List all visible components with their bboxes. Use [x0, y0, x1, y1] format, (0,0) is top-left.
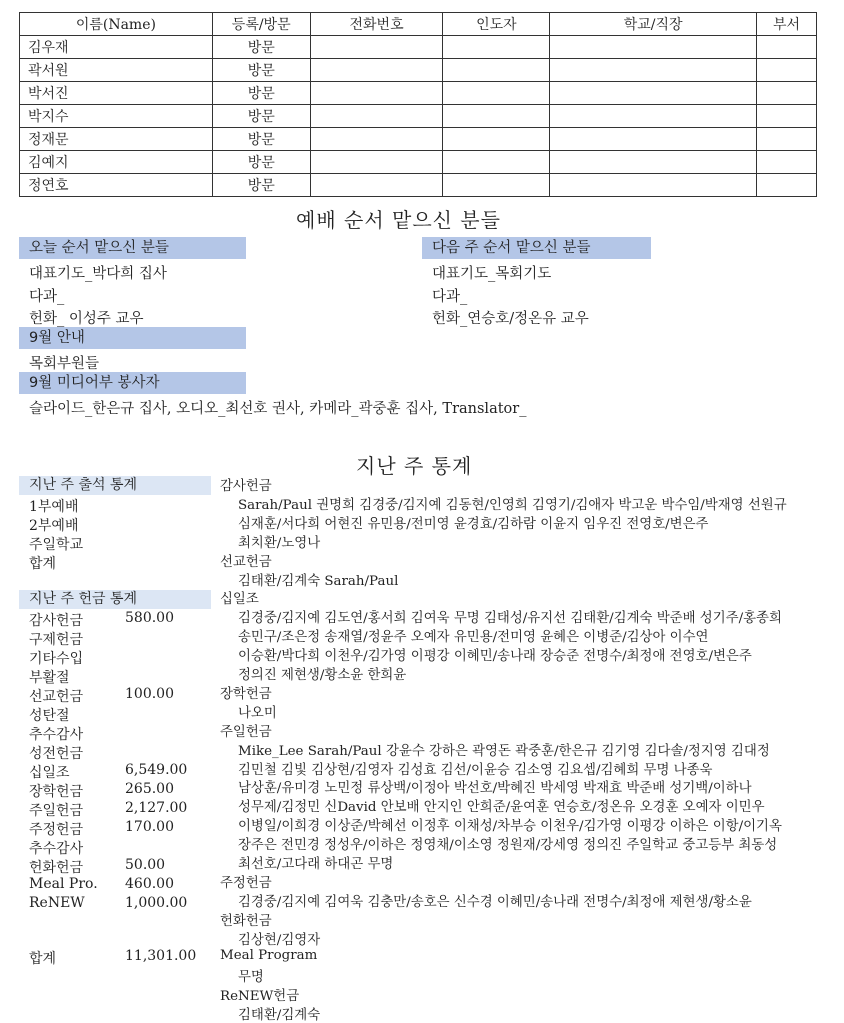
visitor-status: 방문	[212, 82, 310, 105]
offering-row-value: 265.00	[125, 781, 174, 797]
empty-cell	[443, 151, 550, 174]
offering-stats-label: 지난 주 헌금 통계	[19, 590, 211, 609]
offering-row-name: 성전헌금	[29, 746, 84, 762]
donor-category: 헌화헌금	[220, 913, 272, 929]
visitor-status: 방문	[212, 128, 310, 151]
empty-cell	[310, 105, 443, 128]
empty-cell	[443, 59, 550, 82]
offering-row-name: ReNEW	[29, 895, 85, 911]
empty-cell	[310, 82, 443, 105]
empty-cell	[310, 36, 443, 59]
donor-names-line: 정의진 제현생/황소윤 한희윤	[238, 668, 407, 683]
donor-names-line: 김태환/김계숙	[238, 1008, 321, 1023]
empty-cell	[443, 36, 550, 59]
donor-category: 감사헌금	[220, 479, 272, 494]
visitor-name: 김예지	[20, 151, 213, 174]
offering-row-name: 헌화헌금	[29, 860, 84, 876]
next-week-role-line: 헌화_연승호/정온유 교우	[432, 311, 589, 327]
donor-names-line: 남상훈/유미경 노민정 류상백/이정아 박선호/박혜진 박세영 박재효 박준배 성기백/이하나	[238, 781, 752, 797]
offering-row-value: 580.00	[125, 610, 174, 626]
empty-cell	[310, 128, 443, 151]
media-volunteers-line: 슬라이드_한은규 집사, 오디오_최선호 권사, 카메라_곽중훈 집사, Translator_	[29, 401, 527, 417]
empty-cell	[550, 82, 757, 105]
header-name: 이름(Name)	[20, 13, 213, 36]
offering-row-name: 구제헌금	[29, 632, 84, 648]
empty-cell	[310, 59, 443, 82]
offering-row-value: 100.00	[125, 686, 174, 702]
worship-order-title: 예배 순서 맡으신 분들	[296, 208, 501, 232]
empty-cell	[757, 36, 817, 59]
empty-cell	[757, 174, 817, 197]
offering-row-name: 기타수입	[29, 651, 84, 667]
visitor-status: 방문	[212, 59, 310, 82]
donor-names-line: Mike_Lee Sarah/Paul 강윤수 강하은 곽영돈 곽중훈/한은규 김기영 김다솔/정지영 김대정	[238, 743, 770, 759]
donor-names-line: 김경중/김지예 김여욱 김충만/송호은 신수경 이혜민/송나래 전명수/최정애 제현생/황소윤	[238, 894, 752, 910]
visitor-status: 방문	[212, 174, 310, 197]
stats-title: 지난 주 통계	[356, 454, 473, 478]
offering-row-value: 170.00	[125, 819, 174, 835]
offering-row-name: 추수감사	[29, 841, 84, 857]
visitor-status: 방문	[212, 105, 310, 128]
offering-row-name: 십일조	[29, 765, 70, 781]
attendance-row: 주일학교	[29, 537, 84, 553]
donor-names-line: 이병일/이희경 이상준/박혜선 이정후 이채성/차부승 이천우/김가영 이평강 이하은 이항/이기옥	[238, 819, 782, 835]
donor-category: 십일조	[220, 592, 259, 608]
empty-cell	[443, 105, 550, 128]
offering-row-name: 성탄절	[29, 708, 70, 724]
donor-category: 주정헌금	[220, 875, 272, 891]
empty-cell	[550, 105, 757, 128]
offering-row-value: 50.00	[125, 857, 166, 873]
empty-cell	[550, 174, 757, 197]
visitor-name: 정연호	[20, 174, 213, 197]
attendance-row: 2부예배	[29, 518, 79, 534]
donor-names-line: 송민구/조은정 송재열/정윤주 오예자 유민용/전미영 윤혜은 이병준/김상아 이수연	[238, 630, 709, 646]
empty-cell	[757, 82, 817, 105]
donor-category: 주일헌금	[220, 724, 272, 740]
table-row	[20, 36, 817, 59]
donor-names-line: 최선호/고다래 하대곤 무명	[238, 857, 394, 872]
header-department: 부서	[757, 13, 817, 36]
visitor-table-header	[20, 13, 817, 36]
today-roles-label: 오늘 순서 맡으신 분들	[19, 237, 246, 259]
table-row	[20, 105, 817, 128]
header-status: 등록/방문	[212, 13, 310, 36]
visitor-name: 박서진	[20, 82, 213, 105]
donor-names-line: 성무제/김정민 신David 안보배 안지인 안희준/윤여훈 연승호/정온유 오경훈 오예자 이민우	[238, 800, 765, 816]
offering-row-name: 부활절	[29, 670, 70, 686]
offering-total-label: 합계	[29, 951, 57, 967]
offering-row-value: 1,000.00	[125, 895, 188, 911]
today-role-line: 대표기도_박다희 집사	[29, 266, 167, 282]
attendance-row: 1부예배	[29, 499, 79, 515]
table-row	[20, 59, 817, 82]
visitor-status: 방문	[212, 151, 310, 174]
table-row	[20, 82, 817, 105]
next-week-roles-label: 다음 주 순서 맡으신 분들	[422, 237, 651, 259]
table-row	[20, 128, 817, 151]
visitor-table	[19, 12, 817, 197]
donor-category: Meal Program	[220, 947, 318, 963]
donor-names-line: 이승환/박다희 이천우/김가영 이평강 이혜민/송나래 장승준 전명수/최정애 전영호/변은주	[238, 649, 752, 665]
attendance-stats-label: 지난 주 출석 통계	[19, 476, 211, 495]
donor-category: 장학헌금	[220, 686, 272, 702]
next-week-role-line: 다과_	[432, 289, 468, 305]
table-row	[20, 174, 817, 197]
empty-cell	[550, 128, 757, 151]
offering-row-name: 감사헌금	[29, 613, 84, 629]
donor-names-line: 김태환/김계숙 Sarah/Paul	[238, 573, 399, 589]
september-notice-line: 목회부원들	[29, 356, 100, 372]
visitor-status: 방문	[212, 36, 310, 59]
empty-cell	[550, 59, 757, 82]
offering-row-name: 선교헌금	[29, 689, 84, 705]
donor-category: 선교헌금	[220, 554, 272, 570]
visitor-name: 김우재	[20, 36, 213, 59]
offering-row-value: 460.00	[125, 876, 174, 892]
offering-row-name: 주정헌금	[29, 822, 84, 838]
visitor-name: 정재문	[20, 128, 213, 151]
empty-cell	[757, 128, 817, 151]
empty-cell	[310, 174, 443, 197]
donor-names-line: 김경중/김지예 김도연/홍서희 김여욱 무명 김태성/유지선 김태환/김계숙 박준배 성기주/홍종희	[238, 611, 782, 627]
header-phone: 전화번호	[310, 13, 443, 36]
offering-row-name: Meal Pro.	[29, 876, 98, 892]
donor-names-line: 김상현/김영자	[238, 932, 321, 948]
visitor-name: 곽서원	[20, 59, 213, 82]
media-volunteers-label: 9월 미디어부 봉사자	[19, 372, 246, 394]
empty-cell	[443, 128, 550, 151]
offering-row-name: 장학헌금	[29, 784, 84, 800]
offering-row-value: 6,549.00	[125, 762, 188, 778]
visitor-name: 박지수	[20, 105, 213, 128]
donor-names-line: 무명	[238, 970, 264, 986]
header-guide: 인도자	[443, 13, 550, 36]
table-row	[20, 151, 817, 174]
empty-cell	[443, 174, 550, 197]
empty-cell	[550, 151, 757, 174]
empty-cell	[310, 151, 443, 174]
donor-names-line: 장주은 전민경 정성우/이하은 정영채/이소영 정원재/강세영 정의진 주일학교 중고등부 최동성	[238, 838, 778, 854]
offering-row-name: 주일헌금	[29, 803, 84, 819]
offering-total-value: 11,301.00	[125, 948, 197, 964]
offering-row-name: 추수감사	[29, 727, 84, 743]
donor-names-line: 최치환/노영나	[238, 535, 321, 551]
empty-cell	[757, 105, 817, 128]
donor-names-line: Sarah/Paul 권명희 김경중/김지예 김동현/인영희 김영기/김애자 박고운 박수임/박재영 선원규	[238, 497, 787, 513]
header-school-work: 학교/직장	[550, 13, 757, 36]
empty-cell	[757, 151, 817, 174]
september-notice-label: 9월 안내	[19, 327, 246, 349]
empty-cell	[550, 36, 757, 59]
attendance-row: 합계	[29, 556, 57, 572]
donor-names-line: 나오미	[238, 705, 277, 721]
today-role-line: 다과_	[29, 289, 65, 305]
donor-category: ReNEW헌금	[220, 989, 300, 1005]
today-role-line: 헌화_ 이성주 교우	[29, 311, 144, 327]
next-week-role-line: 대표기도_목회기도	[432, 266, 552, 282]
donor-names-line: 심재훈/서다희 어현진 유민용/전미영 윤경효/김하람 이윤지 임우진 전영호/변은주	[238, 516, 709, 532]
empty-cell	[443, 82, 550, 105]
empty-cell	[757, 59, 817, 82]
donor-names-line: 김민철 김빛 김상현/김영자 김성효 김선/이윤승 김소영 김요셉/김혜희 무명 나종욱	[238, 762, 713, 778]
offering-row-value: 2,127.00	[125, 800, 188, 816]
